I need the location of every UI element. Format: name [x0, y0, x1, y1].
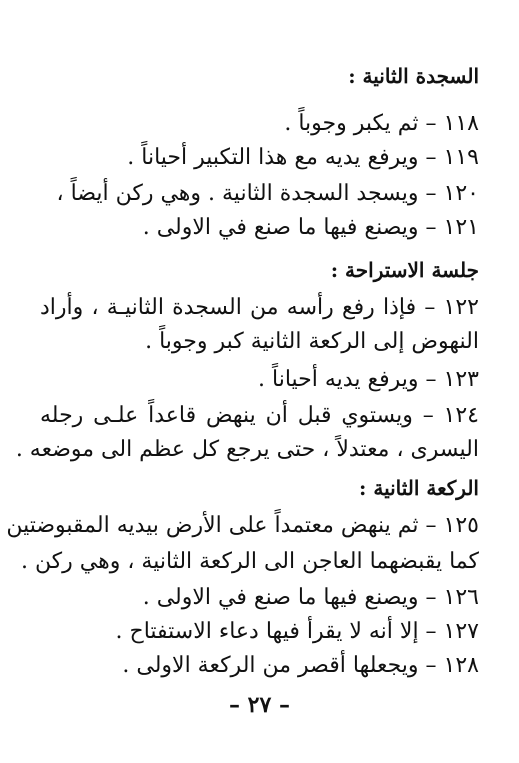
paragraph-118: ١١٨ – ثم يكبر وجوباً .: [284, 111, 479, 136]
paragraph-128: ١٢٨ – ويجعلها أقصر من الركعة الاولى .: [122, 653, 479, 678]
paragraph-119: ١١٩ – ويرفع يديه مع هذا التكبير أحياناً .: [127, 145, 479, 170]
paragraph-121: ١٢١ – ويصنع فيها ما صنع في الاولى .: [142, 215, 479, 240]
paragraph-120: ١٢٠ – ويسجد السجدة الثانية . وهي ركن أيضاً ،: [56, 181, 479, 206]
section-heading-rest-sitting: جلسة الاستراحة :: [330, 258, 479, 282]
paragraph-127: ١٢٧ – إلا أنه لا يقرأ فيها دعاء الاستفتاح .: [115, 619, 479, 644]
section-heading-second-prostration: السجدة الثانية :: [348, 64, 479, 88]
paragraph-123: ١٢٣ – ويرفع يديه أحياناً .: [258, 367, 479, 392]
paragraph-122-continued: النهوض إلى الركعة الثانية كبر وجوباً .: [145, 329, 479, 354]
paragraph-124-continued: اليسرى ، معتدلاً ، حتى يرجع كل عظم الى موضعه .: [15, 437, 479, 462]
paragraph-122: ١٢٢ – فإذا رفع رأسه من السجدة الثانيـة ، وأراد: [40, 295, 479, 320]
section-heading-second-rakah: الركعة الثانية :: [359, 476, 479, 500]
paragraph-124: ١٢٤ – ويستوي قبل أن ينهض قاعداً علـى رجله: [40, 403, 479, 428]
paragraph-126: ١٢٦ – ويصنع فيها ما صنع في الاولى .: [142, 585, 479, 610]
paragraph-125-continued: كما يقبضهما العاجن الى الركعة الثانية ، وهي ركن .: [20, 549, 479, 574]
page-number: – ٢٧ –: [229, 692, 290, 718]
paragraph-125: ١٢٥ – ثم ينهض معتمداً على الأرض بيديه المقبوضتين: [6, 513, 479, 538]
